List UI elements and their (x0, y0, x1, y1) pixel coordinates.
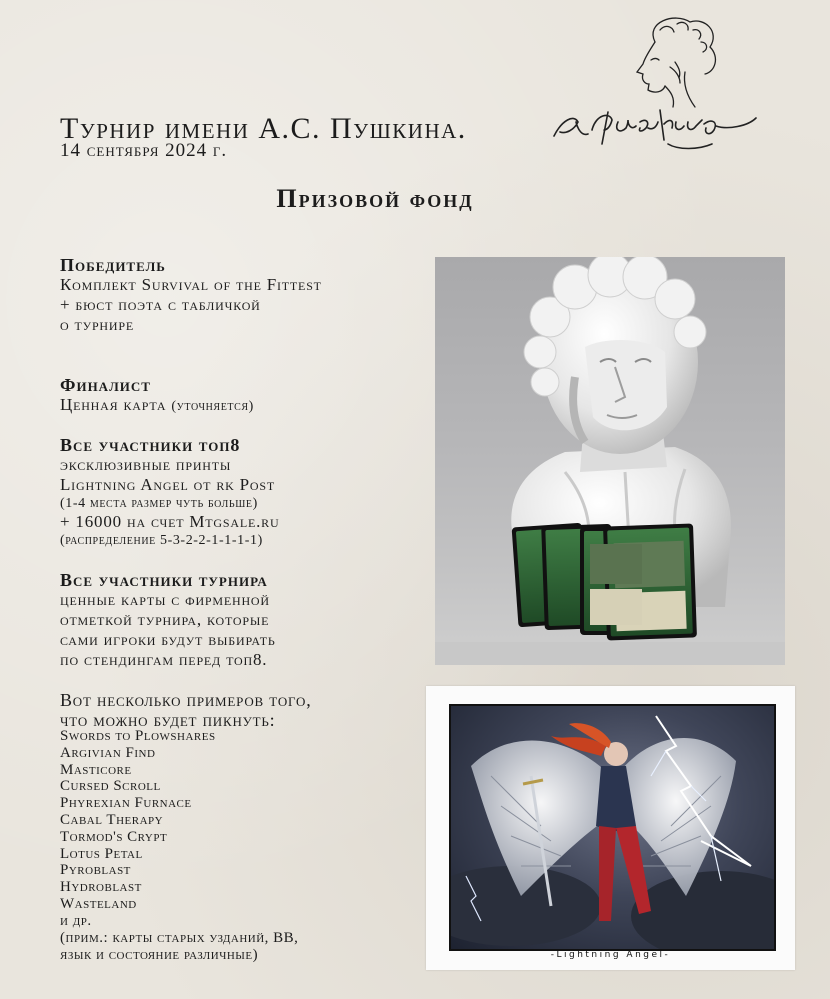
card-example: и др. (60, 912, 92, 929)
lightning-angel-art (449, 704, 776, 951)
examples-note-line: язык и состояние различные) (60, 947, 259, 963)
card-example: Argivian Find (60, 744, 156, 761)
examples-note (60, 930, 298, 964)
examples-intro-line: что можно будет пикнуть: (60, 710, 276, 730)
pushkin-bust-photo (435, 257, 785, 665)
winner-line: + бюст поэта с табличкой (60, 295, 261, 314)
all-participants-line: ценные карты с фирменной (60, 590, 270, 609)
examples-intro-line: Вот несколько примеров того, (60, 690, 312, 710)
card-example: Masticore (60, 761, 132, 778)
top8-note: (1-4 места размер чуть больше) (60, 496, 258, 511)
top8-note: (распределение 5-3-2-2-1-1-1-1) (60, 533, 263, 548)
top8-line: Lightning Angel от rk Post (60, 475, 275, 494)
top8-line: эксклюзивные принты (60, 455, 232, 474)
tournament-title: Турнир имени А.С. Пушкина. (60, 112, 467, 145)
card-example: Cabal Therapy (60, 811, 164, 828)
top8-section (60, 435, 279, 549)
card-example: Wasteland (60, 895, 137, 912)
card-examples-list (60, 728, 216, 930)
all-participants-title: Все участники турнира (60, 570, 268, 590)
top8-title: Все участники топ8 (60, 435, 241, 455)
all-participants-section (60, 570, 276, 670)
pushkin-signature-icon (548, 100, 763, 162)
card-example: Swords to Plowshares (60, 728, 216, 744)
winner-line: Комплект Survival of the Fittest (60, 275, 322, 294)
finalist-note: (уточняется) (171, 399, 254, 414)
prize-fund-heading: Призовой фонд (276, 184, 474, 213)
winner-title: Победитель (60, 255, 166, 275)
finalist-prize: Ценная карта (60, 395, 167, 414)
winner-line: о турнире (60, 315, 134, 334)
card-example: Phyrexian Furnace (60, 795, 192, 812)
all-participants-line: отметкой турнира, которые (60, 610, 270, 629)
card-example: Hydroblast (60, 879, 142, 896)
examples-note-line: (прим.: карты старых узданий, BB, (60, 930, 299, 946)
card-example: Cursed Scroll (60, 778, 161, 795)
examples-intro (60, 690, 312, 730)
finalist-line (60, 395, 254, 415)
all-participants-line: сами игроки будут выбирать (60, 630, 276, 649)
finalist-section (60, 375, 254, 415)
tournament-date: 14 сентября 2024 г. (60, 140, 228, 161)
finalist-title: Финалист (60, 375, 151, 395)
all-participants-line: по стендингам перед топ8. (60, 650, 268, 669)
winner-section (60, 255, 322, 335)
card-example: Pyroblast (60, 862, 131, 879)
card-example: Tormod's Crypt (60, 828, 168, 845)
print-caption: -Lightning Angel- (550, 950, 671, 960)
lightning-angel-print (426, 686, 795, 970)
top8-line: + 16000 на счет Mtgsale.ru (60, 512, 280, 531)
card-example: Lotus Petal (60, 845, 143, 862)
pushkin-sketch-icon (615, 12, 725, 112)
